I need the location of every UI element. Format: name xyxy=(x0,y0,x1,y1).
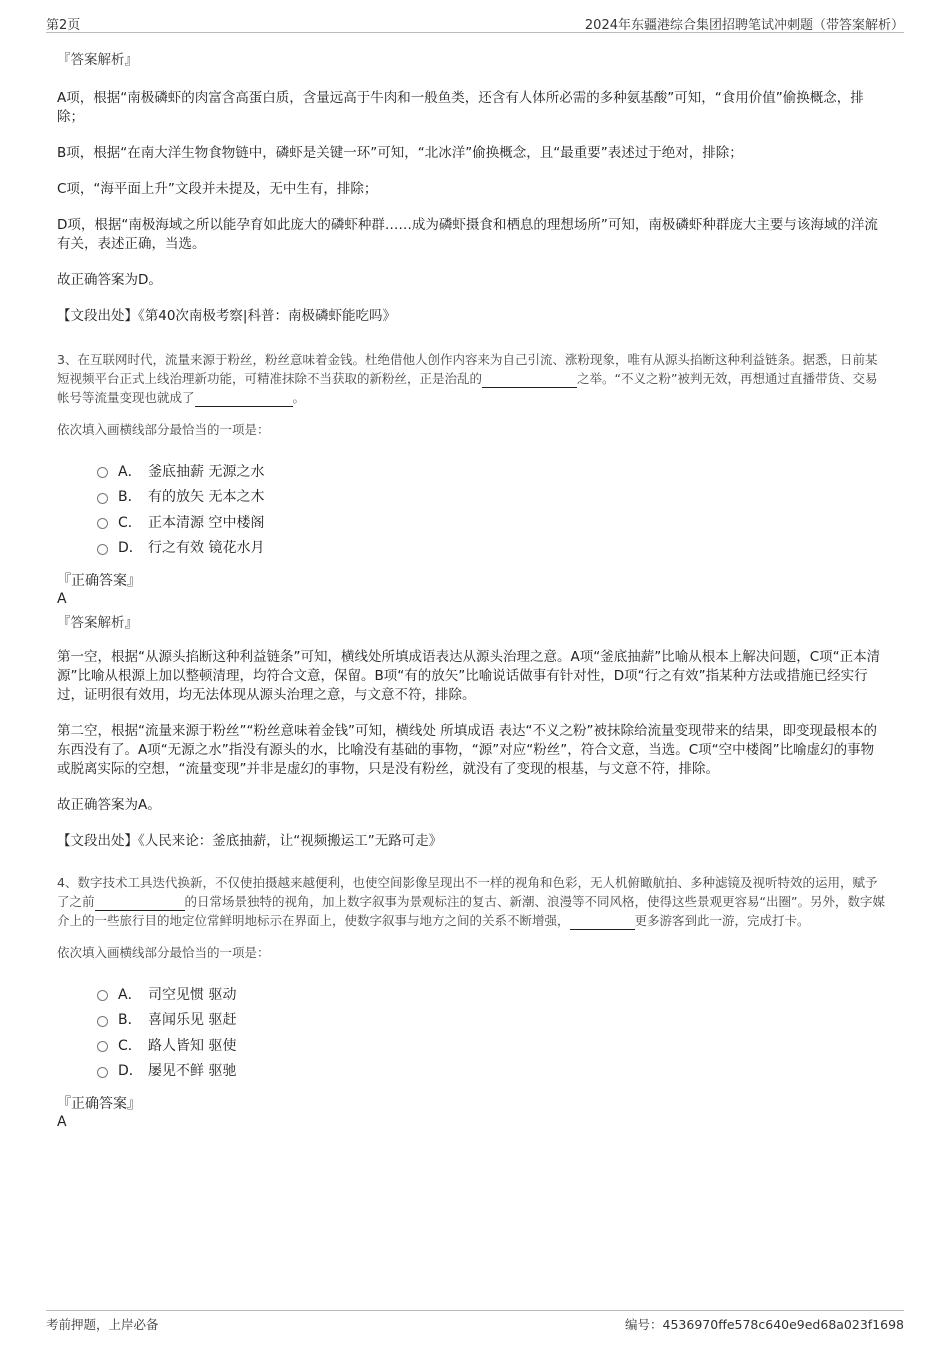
q3-instruction: 依次填入画横线部分最恰当的一项是： xyxy=(57,422,270,437)
q3-analysis-2: 第二空，根据“流量来源于粉丝”“粉丝意味着金钱”可知，横线处 所填成语 表达“不义之粉”被抹除给流量变现带来的结果，即变现最根本的东西没有了。A项“无源之水”指没有源头的水，比喻没有基础的事物，“源”对应“粉丝”，符合文意，当选。C项“空中楼阁”比喻虚幻的事物或脱离实际的空想，“流量变现”并非是虚幻的事物，只是没有粉丝，就没有了变现的根基，与文意不符，排除。 xyxy=(57,723,878,777)
q4-text-1: 4、数字技术工具迭代换新，不仅使拍摄越来越便利，也使空间影像呈现出不一样的视角和色彩，无人机俯瞰航拍、多种滤镜及视听特效的运用，赋予了之前 xyxy=(57,875,878,909)
q4-option-a[interactable]: A． 司空见惯 驱动 xyxy=(97,981,885,1007)
q3-option-d[interactable]: D． 行之有效 镜花水月 xyxy=(97,535,885,561)
question-3-stem xyxy=(57,350,885,407)
q3-analysis-1: 第一空，根据“从源头掐断这种利益链条”可知，横线处所填成语表达从源头治理之意。A项“釜底抽薪”比喻从根本上解决问题，C项“正本清源”比喻从根源上加以整顿清理，均符合文意，保留。B项“有的放矢”比喻说话做事有针对性，D项“行之有效”指某种方法或措施已经实行过，证明很有效用，均无法体现从源头治理之意，与文意不符，排除。 xyxy=(57,649,881,703)
q2-analysis-d: D项，根据“南极海域之所以能孕育如此庞大的磷虾种群……成为磷虾摄食和栖息的理想场所”可知，南极磷虾种群庞大主要与该海域的洋流有关，表述正确，当选。 xyxy=(57,217,878,252)
q3-answer-heading: 『正确答案』 xyxy=(57,573,141,589)
q4-answer-heading: 『正确答案』 xyxy=(57,1096,141,1112)
radio-icon[interactable] xyxy=(97,1041,108,1052)
q4-option-c[interactable]: C． 路人皆知 驱使 xyxy=(97,1032,885,1058)
q4-options xyxy=(97,981,885,1083)
q4-text-2: 的日常场景独特的视角，加上数字叙事为景观标注的复古、新潮、浪漫等不同风格，使得这些景观更容易“出圈”。另外，数字媒介上的一些旅行目的地定位常鲜明地标示在界面上，使数字叙事与地方之间的关系不断增强， xyxy=(57,894,885,928)
document-id: 编号：4536970ffe578c640e9ed68a023f1698 xyxy=(625,1317,904,1332)
q2-analysis-c: C项，“海平面上升”文段并未提及，无中生有，排除； xyxy=(57,181,378,197)
radio-icon[interactable] xyxy=(97,518,108,529)
q3-option-b[interactable]: B． 有的放矢 无本之木 xyxy=(97,484,885,510)
page-header xyxy=(46,14,904,33)
q3-option-a[interactable]: A． 釜底抽薪 无源之水 xyxy=(97,458,885,484)
q3-option-c[interactable]: C． 正本清源 空中楼阁 xyxy=(97,509,885,535)
q3-text-3: 。 xyxy=(292,390,306,405)
radio-icon[interactable] xyxy=(97,1067,108,1078)
q4-blank-2 xyxy=(570,916,635,930)
q4-text-3: 更多游客到此一游，完成打卡。 xyxy=(634,913,810,928)
q3-text-2: 之举。“不义之粉”被判无效，再想通过直播带货、交易帐号等流量变现也就成了 xyxy=(57,371,878,405)
radio-icon[interactable] xyxy=(97,990,108,1001)
radio-icon[interactable] xyxy=(97,467,108,478)
q4-blank-1 xyxy=(95,897,185,911)
q2-conclusion: 故正确答案为D。 xyxy=(57,272,162,288)
q4-option-d[interactable]: D． 屡见不鲜 驱驰 xyxy=(97,1058,885,1084)
q4-instruction: 依次填入画横线部分最恰当的一项是： xyxy=(57,945,270,960)
question-4-stem xyxy=(57,873,885,930)
q3-blank-1 xyxy=(482,374,577,388)
footer-slogan: 考前押题，上岸必备 xyxy=(46,1317,159,1332)
document-body xyxy=(57,48,885,1134)
q4-option-b[interactable]: B． 喜闻乐见 驱赶 xyxy=(97,1007,885,1033)
q3-options xyxy=(97,458,885,560)
q3-answer: A xyxy=(57,591,67,607)
q3-source: 【文段出处】《人民来论：釜底抽薪，让“视频搬运工”无路可走》 xyxy=(57,833,443,849)
q2-source: 【文段出处】《第40次南极考察|科普：南极磷虾能吃吗》 xyxy=(57,308,396,324)
page-number: 第2页 xyxy=(46,18,81,33)
document-title: 2024年东疆港综合集团招聘笔试冲刺题（带答案解析） xyxy=(584,18,904,33)
q2-analysis-b: B项，根据“在南大洋生物食物链中，磷虾是关键一环”可知，“北冰洋”偷换概念，且“最重要”表述过于绝对，排除； xyxy=(57,145,743,161)
radio-icon[interactable] xyxy=(97,493,108,504)
q2-analysis-heading: 『答案解析』 xyxy=(57,52,138,68)
q3-conclusion: 故正确答案为A。 xyxy=(57,797,161,813)
q2-analysis-a: A项，根据“南极磷虾的肉富含高蛋白质，含量远高于牛肉和一般鱼类，还含有人体所必需的多种氨基酸”可知，“食用价值”偷换概念，排除； xyxy=(57,90,864,125)
q3-text-1: 3、在互联网时代，流量来源于粉丝，粉丝意味着金钱。杜绝借他人创作内容来为自己引流、涨粉现象，唯有从源头掐断这种利益链条。据悉，日前某短视频平台正式上线治理新功能，可精准抹除不当获取的新粉丝，正是治乱的 xyxy=(57,352,878,386)
q3-blank-2 xyxy=(195,393,293,407)
page-footer xyxy=(46,1310,904,1333)
q3-analysis-heading: 『答案解析』 xyxy=(57,615,138,631)
radio-icon[interactable] xyxy=(97,544,108,555)
q4-answer: A xyxy=(57,1114,67,1130)
radio-icon[interactable] xyxy=(97,1016,108,1027)
